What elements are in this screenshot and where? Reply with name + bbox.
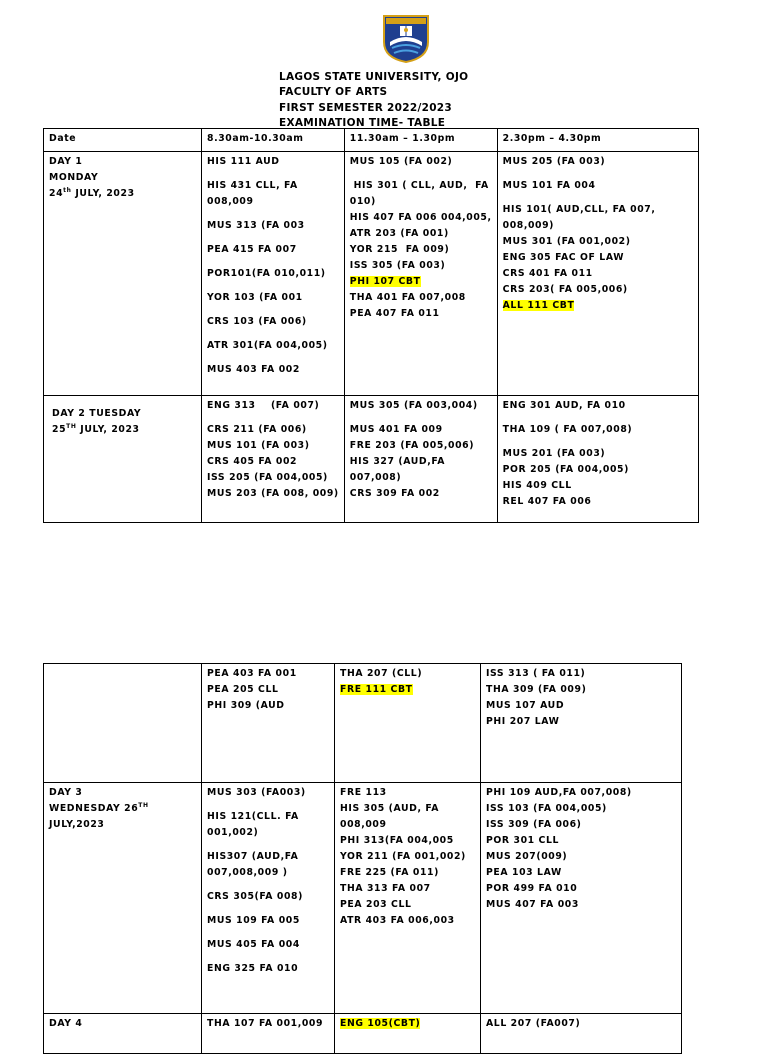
cbt-highlight: ENG 105(CBT)	[340, 1018, 421, 1029]
midday-exams-cell: MUS 305 (FA 003,004) MUS 401 FA 009 FRE 203 (FA 005,006) HIS 327 (AUD,FA 007,008) CRS 309 FA 002	[344, 396, 497, 523]
faculty-name: FACULTY OF ARTS	[279, 86, 388, 99]
column-header-midday: 11.30am – 1.30pm	[344, 129, 497, 152]
afternoon-exams-cell: ENG 301 AUD, FA 010 THA 109 ( FA 007,008) MUS 201 (FA 003) POR 205 (FA 004,005) HIS 409 CLL REL 407 FA 006	[497, 396, 698, 523]
timetable-title: EXAMINATION TIME- TABLE	[279, 116, 446, 129]
afternoon-exams-cell: ISS 313 ( FA 011) THA 309 (FA 009) MUS 107 AUD PHI 207 LAW	[481, 664, 682, 783]
morning-exams-cell: THA 107 FA 001,009	[202, 1014, 335, 1054]
midday-exams-cell: THA 207 (CLL) FRE 111 CBT	[335, 664, 481, 783]
cbt-highlight: ALL 111 CBT	[502, 300, 575, 311]
midday-exams-cell: MUS 105 (FA 002) HIS 301 ( CLL, AUD, FA 010) HIS 407 FA 006 004,005, ATR 203 (FA 001) YOR 215 FA 009) ISS 305 (FA 003) PHI 107 CBT THA 401 FA 007,008 PEA 407 FA 011	[344, 152, 497, 396]
day-cell: DAY 4	[44, 1014, 202, 1054]
semester-label: FIRST SEMESTER 2022/2023	[279, 101, 453, 114]
cbt-highlight: PHI 107 CBT	[349, 276, 421, 287]
column-header-date: Date	[44, 129, 202, 152]
table-row-day-4	[44, 1014, 682, 1054]
table-row-day-3	[44, 783, 682, 1014]
university-crest-logo	[380, 12, 432, 64]
column-header-afternoon: 2.30pm – 4.30pm	[497, 129, 698, 152]
morning-exams-cell: MUS 303 (FA003) HIS 121(CLL. FA 001,002) HIS307 (AUD,FA 007,008,009 ) CRS 305(FA 008) MUS 109 FA 005 MUS 405 FA 004 ENG 325 FA 010	[202, 783, 335, 1014]
morning-exams-cell: PEA 403 FA 001 PEA 205 CLL PHI 309 (AUD	[202, 664, 335, 783]
cbt-highlight: FRE 111 CBT	[340, 684, 413, 695]
table-row-day-2	[44, 396, 699, 523]
afternoon-exams-cell: PHI 109 AUD,FA 007,008) ISS 103 (FA 004,005) ISS 309 (FA 006) POR 301 CLL MUS 207(009) PEA 103 LAW POR 499 FA 010 MUS 407 FA 003	[481, 783, 682, 1014]
day-cell: DAY 2 TUESDAY 25TH JULY, 2023	[44, 396, 202, 523]
morning-exams-cell: ENG 313 (FA 007) CRS 211 (FA 006) MUS 101 (FA 003) CRS 405 FA 002 ISS 205 (FA 004,005) MUS 203 (FA 008, 009)	[202, 396, 345, 523]
midday-exams-cell: FRE 113 HIS 305 (AUD, FA 008,009 PHI 313(FA 004,005 YOR 211 (FA 001,002) FRE 225 (FA 011) THA 313 FA 007 PEA 203 CLL ATR 403 FA 006,003	[335, 783, 481, 1014]
timetable-part-2	[43, 663, 682, 1054]
midday-exams-cell	[335, 1014, 481, 1054]
document-header	[279, 70, 468, 131]
day-cell: DAY 3 WEDNESDAY 26TH JULY,2023	[44, 783, 202, 1014]
day-cell: DAY 1 MONDAY 24th JULY, 2023	[44, 152, 202, 396]
afternoon-exams-cell: MUS 205 (FA 003) MUS 101 FA 004 HIS 101( AUD,CLL, FA 007, 008,009) MUS 301 (FA 001,002) ENG 305 FAC OF LAW CRS 401 FA 011 CRS 203( FA 005,006) ALL 111 CBT	[497, 152, 698, 396]
table-row-day-1	[44, 152, 699, 396]
university-name: LAGOS STATE UNIVERSITY, OJO	[279, 71, 469, 83]
table-row-day-2-continued	[44, 664, 682, 783]
day-cell	[44, 664, 202, 783]
timetable-part-1	[43, 128, 699, 523]
table-header-row	[44, 129, 699, 152]
afternoon-exams-cell: ALL 207 (FA007)	[481, 1014, 682, 1054]
morning-exams-cell: HIS 111 AUD HIS 431 CLL, FA 008,009 MUS 313 (FA 003 PEA 415 FA 007 POR101(FA 010,011) YOR 103 (FA 001 CRS 103 (FA 006) ATR 301(FA 004,005) MUS 403 FA 002	[202, 152, 345, 396]
column-header-morning: 8.30am-10.30am	[202, 129, 345, 152]
